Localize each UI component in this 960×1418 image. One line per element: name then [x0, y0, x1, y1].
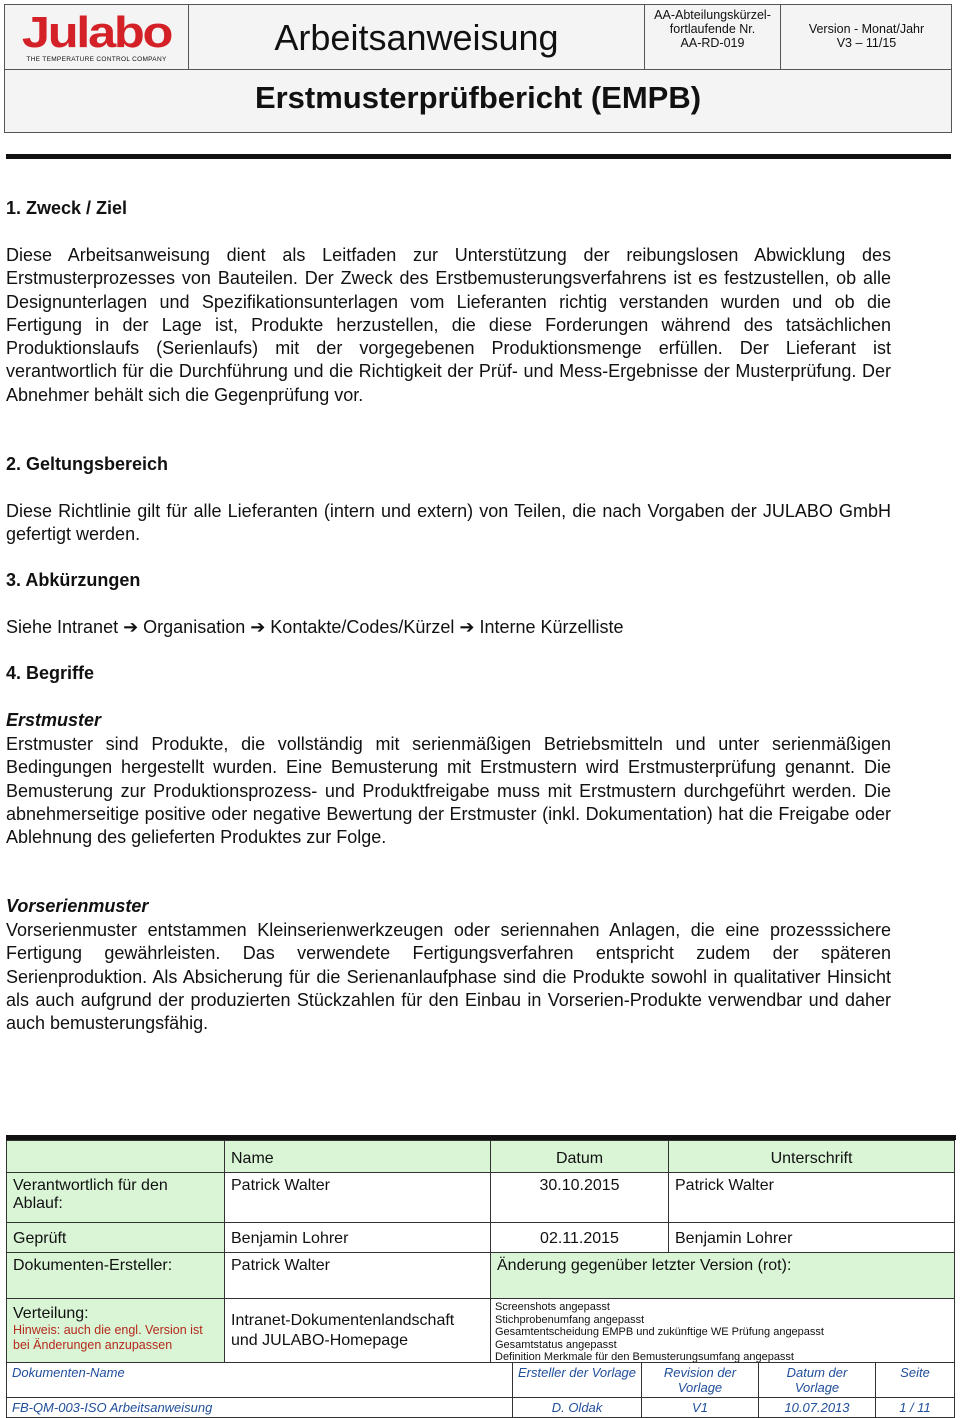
doc-version: Version - Monat/Jahr V3 – 11/15 — [808, 22, 925, 50]
section-heading: 4. Begriffe — [6, 663, 95, 683]
section-heading: 2. Geltungsbereich — [6, 454, 169, 474]
document-footer: Dokumenten-Name Ersteller der Vorlage Revision der Vorlage Datum der Vorlage Seite FB-QM-003-ISO Arbeitsanweisung D. Oldak V1 10.07.2013 1 / 11 — [6, 1362, 955, 1418]
paragraph: Vorserienmuster entstammen Kleinserienwerkzeugen oder seriennahen Anlagen, die eine prozesssichere Fertigung gewährleisten. Das verwendete Fertigungsverfahren entspricht zudem der späteren Serienproduktion. Als Absicherung für die Serienanlaufphase sind die Produkte sowohl in qualitativer Hinsicht als auch aufgrund der produzierten Stückzahlen für den Einbau in Vorserien-Produkte verwendbar und daher auch bemusterungsfähig. — [6, 920, 891, 1034]
approval-table: Name Datum Unterschrift Verantwortlich für den Ablauf: Patrick Walter 30.10.2015 Patrick Walter Geprüft Benjamin Lohrer 02.11.2015 Benjamin Lohrer Dokumenten-Ersteller: Patrick Walter Änderung gegenüber letzter Version (rot): Verteilung: Hinweis: auch die engl. Version ist bei Änderungen anzupassen Intranet-Dokumentenlandschaft und JULABO-Homepage Screenshots angepasst Stichprobenumfang angepasst Gesamtentscheidung EMPB und zukünftige WE Prüfung angepasst Gesamtstatus angepasst Definition Merkmale für den Bemusterungsumfang angepasst — [6, 1140, 955, 1367]
paragraph: Siehe Intranet ➔ Organisation ➔ Kontakte/Codes/Kürzel ➔ Interne Kürzelliste — [6, 617, 624, 637]
paragraph: Erstmuster sind Produkte, die vollständig mit serienmäßigen Betriebsmitteln und unter serienmäßigen Bedingungen hergestellt wurden. Eine Bemusterung mit Erstmustern wird Erstmusterprüfung genannt. Die Bemusterung zur Produktionsprozess- und Produktfreigabe muss mit Erstmustern durchgeführt werden. Die abnehmerseitige positive oder negative Bewertung der Erstmuster (inkl. Dokumentation) hat die Freigabe oder Ablehnung des gelieferten Produktes zur Folge. — [6, 734, 891, 848]
term-heading: Vorserienmuster — [6, 896, 149, 916]
section-heading: 1. Zweck / Ziel — [6, 198, 128, 218]
doc-title: Erstmusterprüfbericht (EMPB) — [5, 69, 951, 133]
julabo-logo: Julabo THE TEMPERATURE CONTROL COMPANY — [5, 5, 189, 69]
change-list: Screenshots angepasst Stichprobenumfang angepasst Gesamtentscheidung EMPB und zukünftige WE Prüfung angepasst Gesamtstatus angepasst Definition Merkmale für den Bemusterungsumfang angepasst — [491, 1299, 955, 1367]
paragraph: Diese Richtlinie gilt für alle Lieferanten (intern und extern) von Teilen, die nach Vorgaben der JULABO GmbH gefertigt werden. — [6, 501, 891, 545]
document-header — [4, 4, 952, 133]
paragraph: Diese Arbeitsanweisung dient als Leitfaden zur Unterstützung der reibungslosen Abwicklung des Erstmusterprozesses von Bauteilen. Der Zweck des Erstbemusterungsverfahrens ist es festzustellen, ob alle Designunterlagen und Spezifikationsunterlagen vom Lieferanten richtig verstanden wurden und ob die Fertigung in der Lage ist, Produkte herzustellen, die diese Forderungen während des tatsächlichen Produktionslaufs (Serienlaufs) mit der vorgegebenen Produktionsmenge erfüllen. Der Lieferant ist verantwortlich für die Durchführung und die Richtigkeit der Prüf- und Mess-Ergebnisse der Musterprüfung. Der Abnehmer behält sich die Gegenprüfung vor. — [6, 245, 891, 405]
section-heading: 3. Abkürzungen — [6, 570, 141, 590]
doc-code: AA-Abteilungskürzel- fortlaufende Nr. AA-RD-019 — [645, 5, 781, 69]
divider — [6, 154, 951, 159]
term-heading: Erstmuster — [6, 710, 102, 730]
doc-type: Arbeitsanweisung — [189, 5, 645, 69]
